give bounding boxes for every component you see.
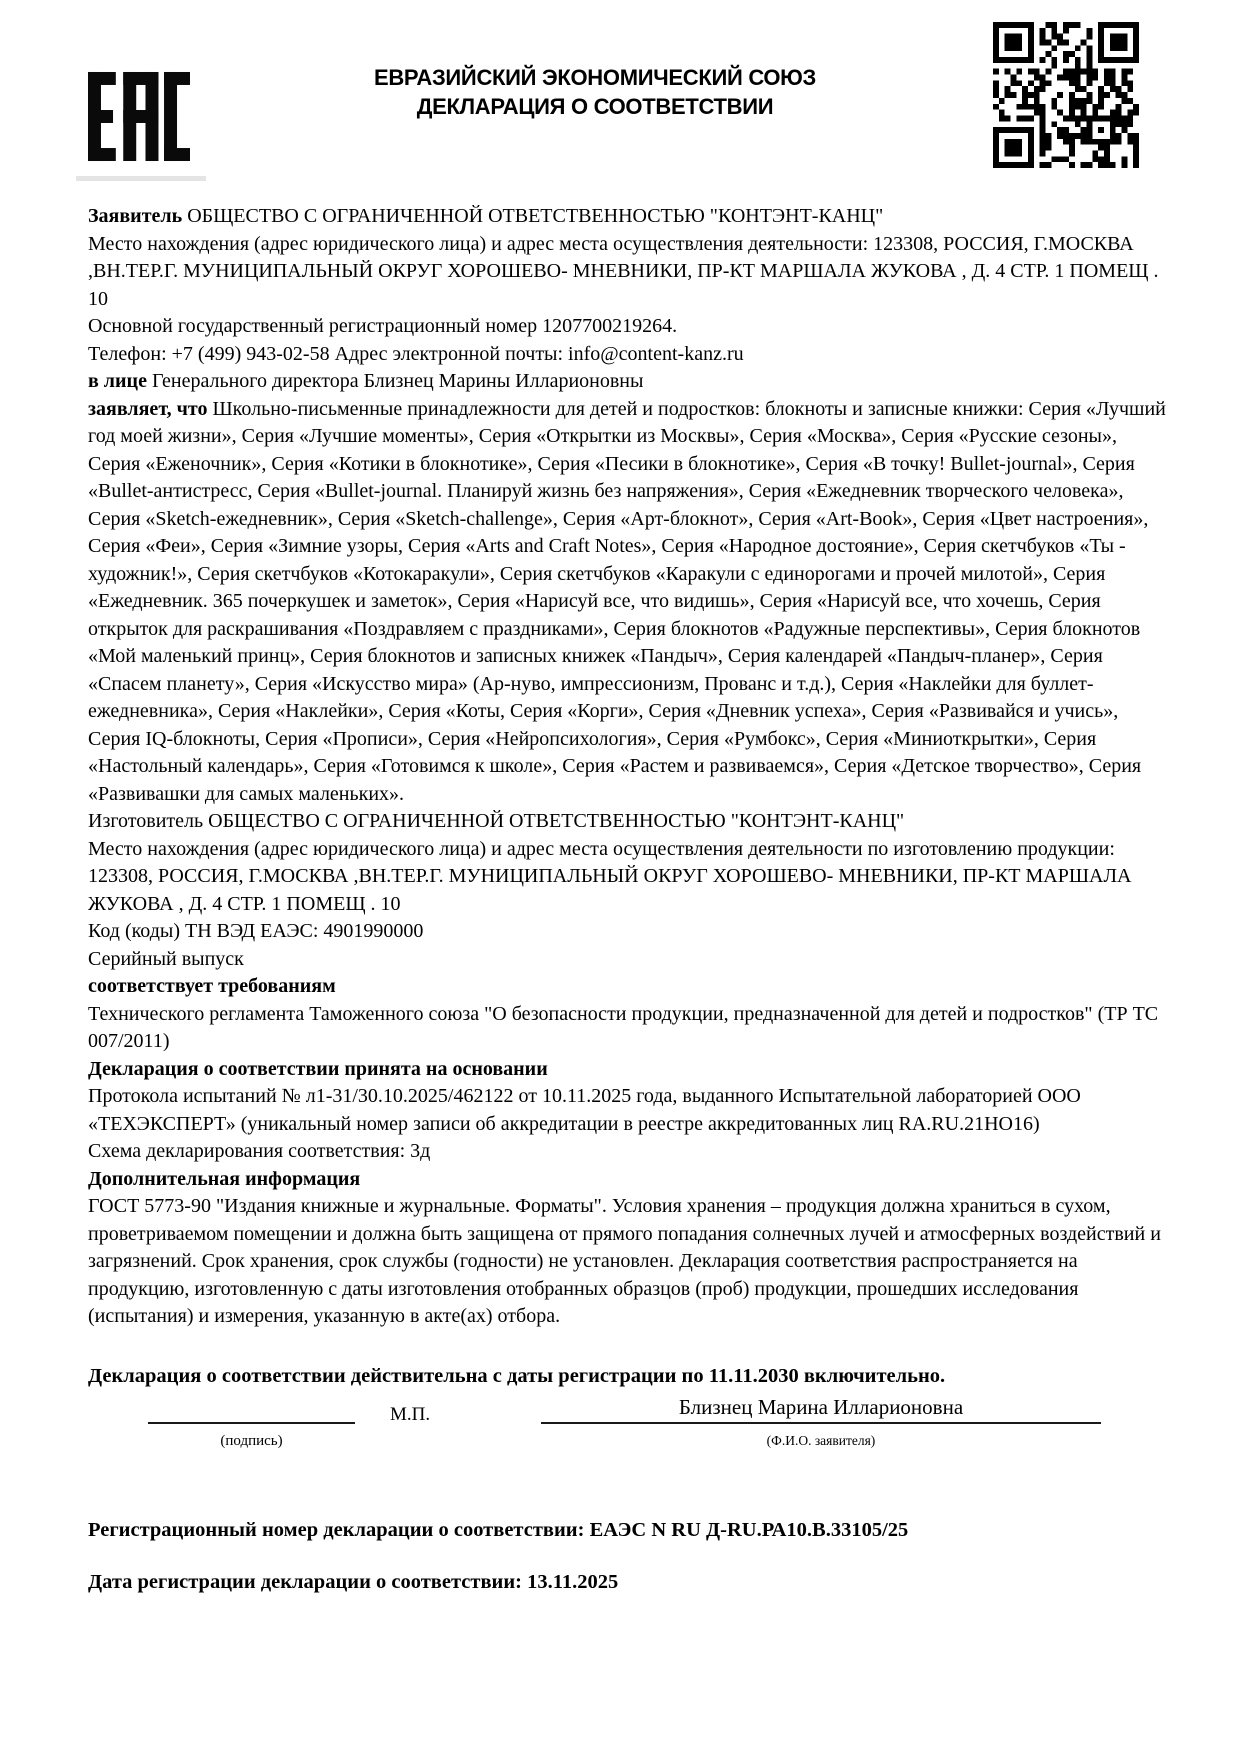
applicant-name-line — [541, 1422, 1101, 1424]
registration-date-label: Дата регистрации декларации о соответствии: — [88, 1571, 522, 1593]
body-paragraph-3: Основной государственный регистрационный номер 1207700219264. — [88, 315, 678, 337]
body-paragraph-7: Изготовитель ОБЩЕСТВО С ОГРАНИЧЕННОЙ ОТВЕТСТВЕННОСТЬЮ "КОНТЭНТ-КАНЦ" — [88, 810, 905, 832]
registration-number-label: Регистрационный номер декларации о соответствии: — [88, 1519, 585, 1541]
body-paragraph-11: соответствует требованиям — [88, 975, 336, 997]
union-name: ЕВРАЗИЙСКИЙ ЭКОНОМИЧЕСКИЙ СОЮЗ — [373, 65, 817, 90]
signature-line — [148, 1422, 355, 1424]
body-paragraph-6: заявляет, что Школьно-письменные принадлежности для детей и подростков: блокноты и записные книжки: Серия «Лучший год моей жизни», Серия «Лучшие моменты», Серия «Открытки из Москвы», Серия «Москва», Серия «Русские сезоны», Серия «Еженочник», Серия «Котики в блокнотике», Серия «Песики в блокнотике», Серия «В точку! Bullet-journal», Серия «Bullet-антистресс, Серия «Bullet-journal. Планируй жизнь без напряжения», Серия «Ежедневник творческого человека», Серия «Sketch-ежедневник», Серия «Sketch-challenge», Серия «Арт-блокнот», Серия «Art-Book», Серия «Цвет настроения», Серия «Феи», Серия «Зимние узоры, Серия «Arts and Craft Notes», Серия «Народное достояние», Серия скетчбуков «Ты - художник!», Серия скетчбуков «Котокаракули», Серия скетчбуков «Каракули с единорогами и прочей милотой», Серия «Ежедневник. 365 почеркушек и заметок», Серия «Нарисуй все, что видишь», Серия «Нарисуй все, что хочешь, Серия открыток для раскрашивания «Поздравляем с праздниками», Серия блокнотов «Радужные перспективы», Серия блокнотов «Мой маленький принц», Серия блокнотов и записных книжек «Пандыч», Серия календарей «Пандыч-планер», Серия «Спасем планету», Серия «Искусство мира» (Ар-нуво, импрессионизм, Прованс и т.д.), Серия «Наклейки для буллет-ежедневника», Серия «Наклейки», Серия «Коты, Серия «Корги», Серия «Дневник успеха», Серия «Развивайся и учись», Серия IQ-блокноты, Серия «Прописи», Серия «Нейропсихология», Серия «Румбокс», Серия «Миниоткрытки», Серия «Настольный календарь», Серия «Готовимся к школе», Серия «Растем и развиваемся», Серия «Детское творчество», Серия «Развивашки для самых маленьких». — [88, 397, 1166, 805]
body-paragraph-14: Протокола испытаний № л1-31/30.10.2025/462122 от 10.11.2025 года, выданного Испытательной лабораторией ООО «ТЕХЭКСПЕРТ» (уникальный номер записи об аккредитации в реестре аккредитованных лиц RA.RU.21НО16) — [88, 1085, 1081, 1135]
body-paragraph-1: Заявитель ОБЩЕСТВО С ОГРАНИЧЕННОЙ ОТВЕТСТВЕННОСТЬЮ "КОНТЭНТ-КАНЦ" — [88, 205, 884, 227]
registration-date-line — [88, 1570, 1168, 1594]
validity-statement: Декларация о соответствии действительна с даты регистрации по 11.11.2030 включительно. — [88, 1364, 946, 1387]
document-type: ДЕКЛАРАЦИЯ О СООТВЕТСТВИИ — [416, 94, 774, 119]
body-paragraph-15: Схема декларирования соответствия: 3д — [88, 1140, 431, 1162]
body-paragraph-16: Дополнительная информация — [88, 1167, 361, 1190]
stamp-place-label: М.П. — [390, 1404, 431, 1425]
body-paragraph-12: Технического регламента Таможенного союза "О безопасности продукции, предназначенной для детей и подростков" (ТР ТС 007/2011) — [88, 1002, 1159, 1052]
logo-underline — [76, 176, 206, 181]
eac-logo — [88, 68, 190, 165]
signature-block — [88, 1394, 1168, 1472]
body-paragraph-5: в лице Генерального директора Близнец Марины Илларионовны — [88, 370, 644, 392]
body-paragraph-9: Код (коды) ТН ВЭД ЕАЭС: 4901990000 — [88, 920, 424, 942]
body-paragraph-17: ГОСТ 5773-90 "Издания книжные и журнальные. Форматы". Условия хранения – продукция должна храниться в сухом, проветриваемом помещении и должна быть защищена от прямого попадания солнечных лучей и атмосферных воздействий и загрязнений. Срок хранения, срок службы (годности) не установлен. Декларация соответствия распространяется на продукцию, изготовленную с даты изготовления отобранных образцов (проб) продукции, прошедших исследования (испытания) и измерения, указанную в акте(ах) отбора. — [88, 1195, 1161, 1327]
body-paragraph-2: Место нахождения (адрес юридического лица) и адрес места осуществления деятельности: 123308, РОССИЯ, Г.МОСКВА ,ВН.ТЕР.Г. МУНИЦИПАЛЬНЫЙ ОКРУГ ХОРОШЕВО- МНЕВНИКИ, ПР-КТ МАРШАЛА ЖУКОВА , Д. 4 СТР. 1 ПОМЕЩ . 10 — [88, 232, 1159, 310]
declaration-content — [88, 203, 1168, 1594]
body-paragraph-8: Место нахождения (адрес юридического лица) и адрес места осуществления деятельности по изготовлению продукции: 123308, РОССИЯ, Г.МОСКВА ,ВН.ТЕР.Г. МУНИЦИПАЛЬНЫЙ ОКРУГ ХОРОШЕВО- МНЕВНИКИ, ПР-КТ МАРШАЛА ЖУКОВА , Д. 4 СТР. 1 ПОМЕЩ . 10 — [88, 837, 1132, 915]
body-paragraph-4: Телефон: +7 (499) 943-02-58 Адрес электронной почты: info@content-kanz.ru — [88, 342, 744, 365]
registration-number-value: ЕАЭС N RU Д-RU.РА10.В.33105/25 — [589, 1519, 909, 1541]
body-paragraph-13: Декларация о соответствии принята на основании — [88, 1057, 548, 1080]
registration-number-line — [88, 1518, 1168, 1542]
signature-caption: (подпись) — [220, 1433, 283, 1449]
body-paragraph-10: Серийный выпуск — [88, 947, 244, 970]
applicant-name: Близнец Марина Илларионовна — [678, 1395, 964, 1419]
declaration-body — [88, 203, 1168, 1331]
applicant-caption: (Ф.И.О. заявителя) — [766, 1433, 876, 1448]
registration-date-value: 13.11.2025 — [527, 1571, 619, 1593]
qr-code — [993, 22, 1139, 168]
document-title — [190, 63, 1000, 121]
